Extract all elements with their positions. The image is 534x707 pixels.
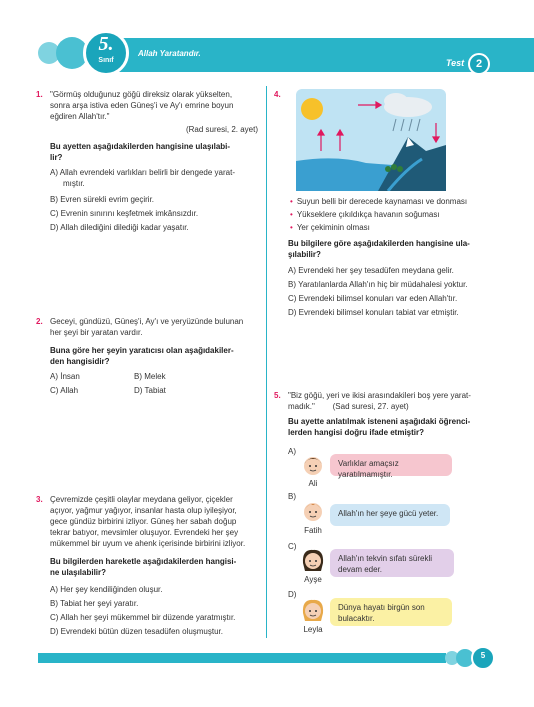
boy-avatar-icon [300, 452, 326, 478]
question-4-option-a[interactable]: A) Evrendeki her şey tesadüfen meydana gelir. [288, 266, 454, 275]
question-2-text: Geceyi, gündüzü, Güneş'i, Ay'ı ve yeryüzünde bulunan her şeyi bir yaratan vardır. [50, 317, 244, 337]
student-name-ayse: Ayşe [304, 575, 322, 584]
question-5-option-a-letter[interactable]: A) [288, 447, 296, 456]
question-3-number: 3. [36, 495, 43, 504]
question-1-prompt: Bu ayetten aşağıdakilerden hangisine ulaşılabi- lir? [50, 142, 231, 162]
question-1-number: 1. [36, 90, 43, 99]
question-3-option-a[interactable]: A) Her şey kendiliğinden oluşur. [50, 585, 163, 594]
girl-avatar-icon [300, 597, 326, 623]
question-2-prompt: Buna göre her şeyin yaratıcısı olan aşağıdakiler- den hangisidir? [50, 346, 234, 366]
girl-avatar-icon [300, 547, 326, 573]
student-name-ali: Ali [308, 479, 318, 488]
question-4-option-c[interactable]: C) Evrendeki bilimsel konuları var eden Allah'tır. [288, 294, 458, 303]
question-1-option-b[interactable]: B) Evren sürekli evrim geçirir. [50, 195, 155, 204]
question-5-option-c[interactable]: Allah'ın tekvin sıfatı sürekli devam eder. [330, 549, 454, 577]
question-4-number: 4. [274, 90, 281, 99]
question-5-option-b[interactable]: Allah'ın her şeye gücü yeter. [330, 504, 450, 526]
question-5-option-d[interactable]: Dünya hayatı birgün son bulacaktır. [330, 598, 452, 626]
question-2-option-a[interactable]: A) İnsan [50, 372, 80, 381]
question-4-bullet-1: • Suyun belli bir derecede kaynaması ve donması [290, 197, 468, 206]
test-label: Test [446, 58, 465, 68]
question-3-option-c[interactable]: C) Allah her şeyi mükemmel bir düzende yaratmıştır. [50, 613, 236, 622]
question-2-option-d[interactable]: D) Tabiat [134, 386, 166, 395]
student-name-fatih: Fatih [304, 526, 322, 535]
column-divider [266, 86, 267, 638]
grade-number: 5. [98, 33, 114, 55]
question-3-prompt: Bu bilgilerden hareketle aşağıdakilerden hangisi- ne ulaşılabilir? [50, 557, 237, 577]
question-1-source: (Rad suresi, 2. ayet) [185, 125, 258, 134]
test-number-badge: 2 [468, 53, 490, 75]
question-5-prompt: Bu ayette anlatılmak isteneni aşağıdaki öğrenci- lerden hangisi doğru ifade etmiştir? [288, 417, 471, 437]
question-5-option-d-letter[interactable]: D) [288, 590, 297, 599]
question-2-number: 2. [36, 317, 43, 326]
question-5-option-a[interactable]: Varlıklar amaçsız yaratılmamıştır. [330, 454, 452, 476]
question-1-text: "Görmüş olduğunuz göğü direksiz olarak yükselten, sonra arşa istiva eden Güneş'i ve Ay'ı emrine boyun eğdiren Allah'tır." [50, 90, 234, 121]
question-5-number: 5. [274, 391, 281, 400]
unit-title: Allah Yaratandır. [138, 49, 201, 58]
question-1-option-a[interactable]: A) Allah evrendeki varlıkları belirli bir dengede yarat- mıştır. [50, 168, 235, 188]
sun-icon [301, 98, 323, 120]
water-cycle-illustration [296, 89, 446, 191]
question-5-option-c-letter[interactable]: C) [288, 542, 297, 551]
question-4-bullet-3: • Yer çekiminin olması [290, 223, 370, 232]
grade-word: Sınıf [98, 57, 114, 64]
question-3-option-b[interactable]: B) Tabiat her şeyi yaratır. [50, 599, 139, 608]
question-2-option-c[interactable]: C) Allah [50, 386, 79, 395]
question-4-prompt: Bu bilgilere göre aşağıdakilerden hangisine ula- şılabilir? [288, 239, 470, 259]
student-name-leyla: Leyla [303, 625, 323, 634]
question-1-option-c[interactable]: C) Evrenin sınırını keşfetmek imkânsızdır. [50, 209, 199, 218]
page-number: 5 [480, 651, 486, 660]
question-5-option-b-letter[interactable]: B) [288, 492, 296, 501]
question-1-option-d[interactable]: D) Allah dilediğini dilediği kadar yaşatır. [50, 223, 189, 232]
question-4-option-b[interactable]: B) Yaratılanlarda Allah'ın hiç bir müdahalesi yoktur. [288, 280, 468, 289]
boy-avatar-icon [300, 498, 326, 524]
question-2-option-b[interactable]: B) Melek [134, 372, 166, 381]
question-3-text: Çevremizde çeşitli olaylar meydana geliyor, çiçekler açıyor, yağmur yağıyor, insanlar hasta olup iyileşiyor, gece gündüz birbirini izliyor. Güneş her sabah doğup tekrar batıyor, mevsimler oluşuyor. Evrendeki her şey mükemmel bir uyum ve ahenk içerisinde birbirini izliyor. [50, 495, 246, 548]
question-4-bullet-2: • Yükseklere çıkıldıkça havanın soğuması [290, 210, 440, 219]
footer-bar [38, 653, 446, 663]
question-4-option-d[interactable]: D) Evrendeki bilimsel konuları tabiat var etmiştir. [288, 308, 459, 317]
question-3-option-d[interactable]: D) Evrendeki bütün düzen tesadüfen oluşmuştur. [50, 627, 223, 636]
question-5-text: "Biz göğü, yeri ve ikisi arasındakileri boş yere yarat- madık." (Sad suresi, 27. ayet) [288, 391, 471, 411]
